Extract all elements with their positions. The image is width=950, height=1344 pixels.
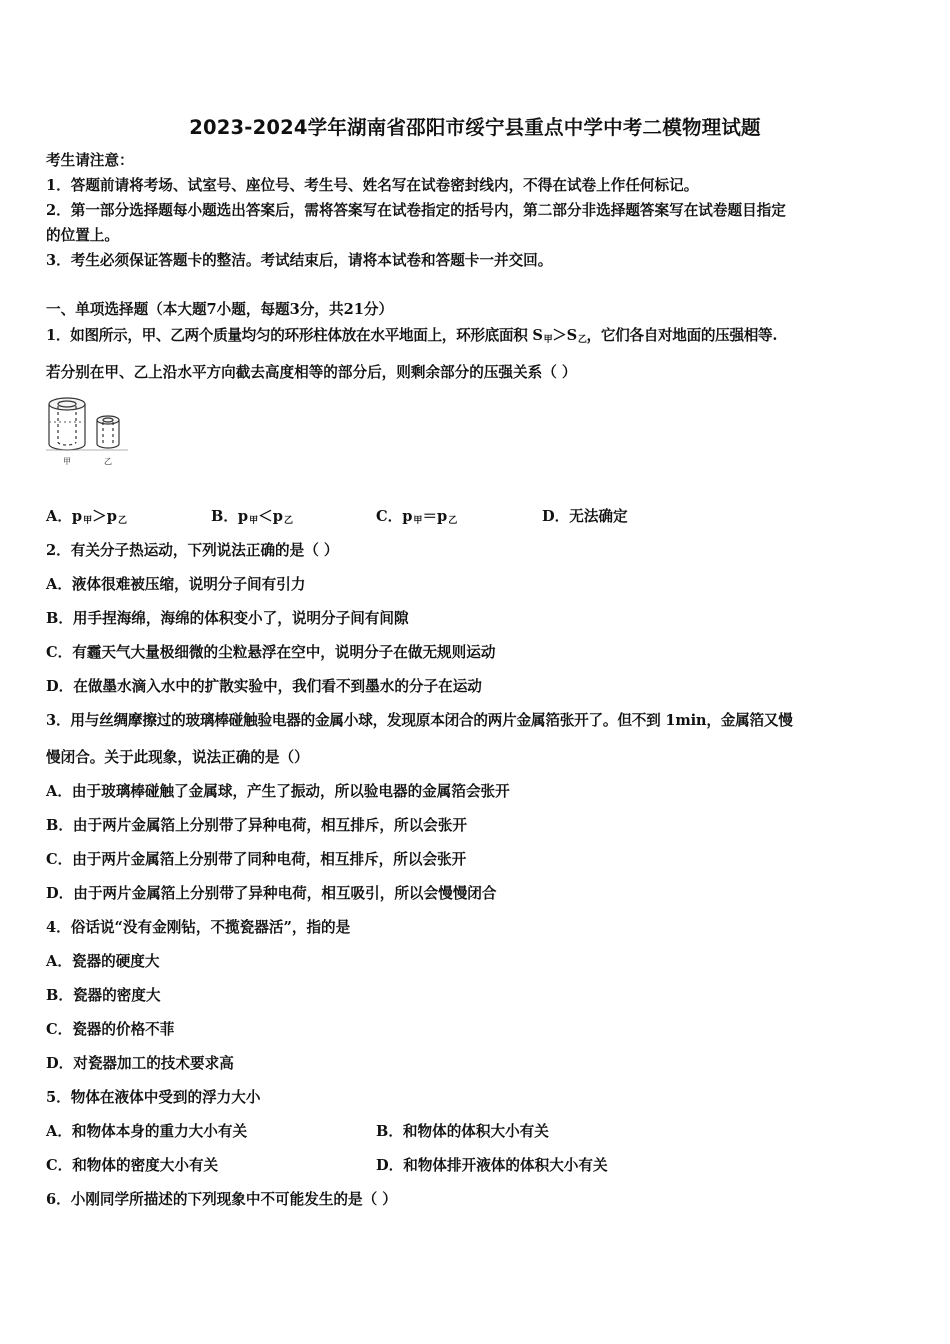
q4-option-a: A．瓷器的硬度大 [46,953,160,970]
q4-option-d: D．对瓷器加工的技术要求高 [46,1055,234,1072]
figure-label-yi: 乙 [104,457,112,466]
figure-label-jia: 甲 [63,457,71,466]
q3-option-a: A．由于玻璃棒碰触了金属球，产生了振动，所以验电器的金属箔会张开 [46,783,510,800]
q2-option-b: B．用手捏海绵，海绵的体积变小了，说明分子间有间隙 [46,610,409,627]
page-title: 2023-2024学年湖南省邵阳市绥宁县重点中学中考二模物理试题 [189,116,761,139]
notice-item-2: 2．第一部分选择题每小题选出答案后，需将答案写在试卷指定的括号内，第二部分非选择题答案写在试卷题目指定 [46,202,786,219]
question-1-stem-line-2: 若分别在甲、乙上沿水平方向截去高度相等的部分后，则剩余部分的压强关系（ ） [46,364,577,381]
notice-item-3: 3．考生必须保证答题卡的整洁。考试结束后，请将本试卷和答题卡一并交回。 [46,252,553,269]
q3-option-d: D．由于两片金属箔上分别带了异种电荷，相互吸引，所以会慢慢闭合 [46,885,497,902]
q1-text-a: 1．如图所示，甲、乙两个质量均匀的环形柱体放在水平地面上，环形底面积 S [46,327,543,344]
notice-item-1: 1．答题前请将考场、试室号、座位号、考生号、姓名写在试卷密封线内，不得在试卷上作任何标记。 [46,177,699,194]
ring-cylinders-figure [46,392,128,472]
q5-option-d: D．和物体排开液体的体积大小有关 [376,1157,608,1174]
q2-option-a: A．液体很难被压缩，说明分子间有引力 [46,576,306,593]
q3-option-b: B．由于两片金属箔上分别带了异种电荷，相互排斥，所以会张开 [46,817,467,834]
q1-option-c: C．$p_甲=p_乙$ [376,508,458,526]
question-6-stem: 6．小刚同学所描述的下列现象中不可能发生的是（ ） [46,1191,397,1208]
question-1-stem-line-1 [46,326,777,350]
q4-option-c: C．瓷器的价格不菲 [46,1021,175,1038]
q5-option-b: B．和物体的体积大小有关 [376,1123,549,1140]
q1-sub-jia: 甲 [543,335,553,345]
q5-option-a: A．和物体本身的重力大小有关 [46,1123,248,1140]
q1-sub-yi: 乙 [577,335,587,345]
q2-option-d: D．在做墨水滴入水中的扩散实验中，我们看不到墨水的分子在运动 [46,678,482,695]
question-3-stem-line-2: 慢闭合。关于此现象，说法正确的是（） [46,749,309,766]
question-3-stem-line-1: 3．用与丝绸摩擦过的玻璃棒碰触验电器的金属小球，发现原本闭合的两片金属箔张开了。但不到 1min，金属箔又慢 [46,712,793,729]
section-heading: 一、单项选择题（本大题7小题，每题3分，共21分） [46,301,394,318]
question-5-stem: 5．物体在液体中受到的浮力大小 [46,1089,261,1106]
notice-item-2-cont: 的位置上。 [46,227,119,244]
q3-option-c: C．由于两片金属箔上分别带了同种电荷，相互排斥，所以会张开 [46,851,467,868]
q1-text-c: ，它们各自对地面的压强相等. [586,327,778,344]
q2-option-c: C．有霾天气大量极细微的尘粒悬浮在空中，说明分子在做无规则运动 [46,644,496,661]
notice-heading: 考生请注意： [46,152,134,169]
question-2-stem: 2．有关分子热运动，下列说法正确的是（ ） [46,542,339,559]
q4-option-b: B．瓷器的密度大 [46,987,161,1004]
q1-option-d: D．无法确定 [542,508,628,525]
q1-text-b: ＞S [552,327,577,344]
q5-option-c: C．和物体的密度大小有关 [46,1157,219,1174]
q1-option-b: B．$p_甲<p_乙$ [211,508,293,526]
q1-option-a: A．$p_甲>p_乙$ [46,508,127,526]
question-4-stem: 4．俗话说“没有金刚钻，不揽瓷器活”，指的是 [46,919,351,936]
